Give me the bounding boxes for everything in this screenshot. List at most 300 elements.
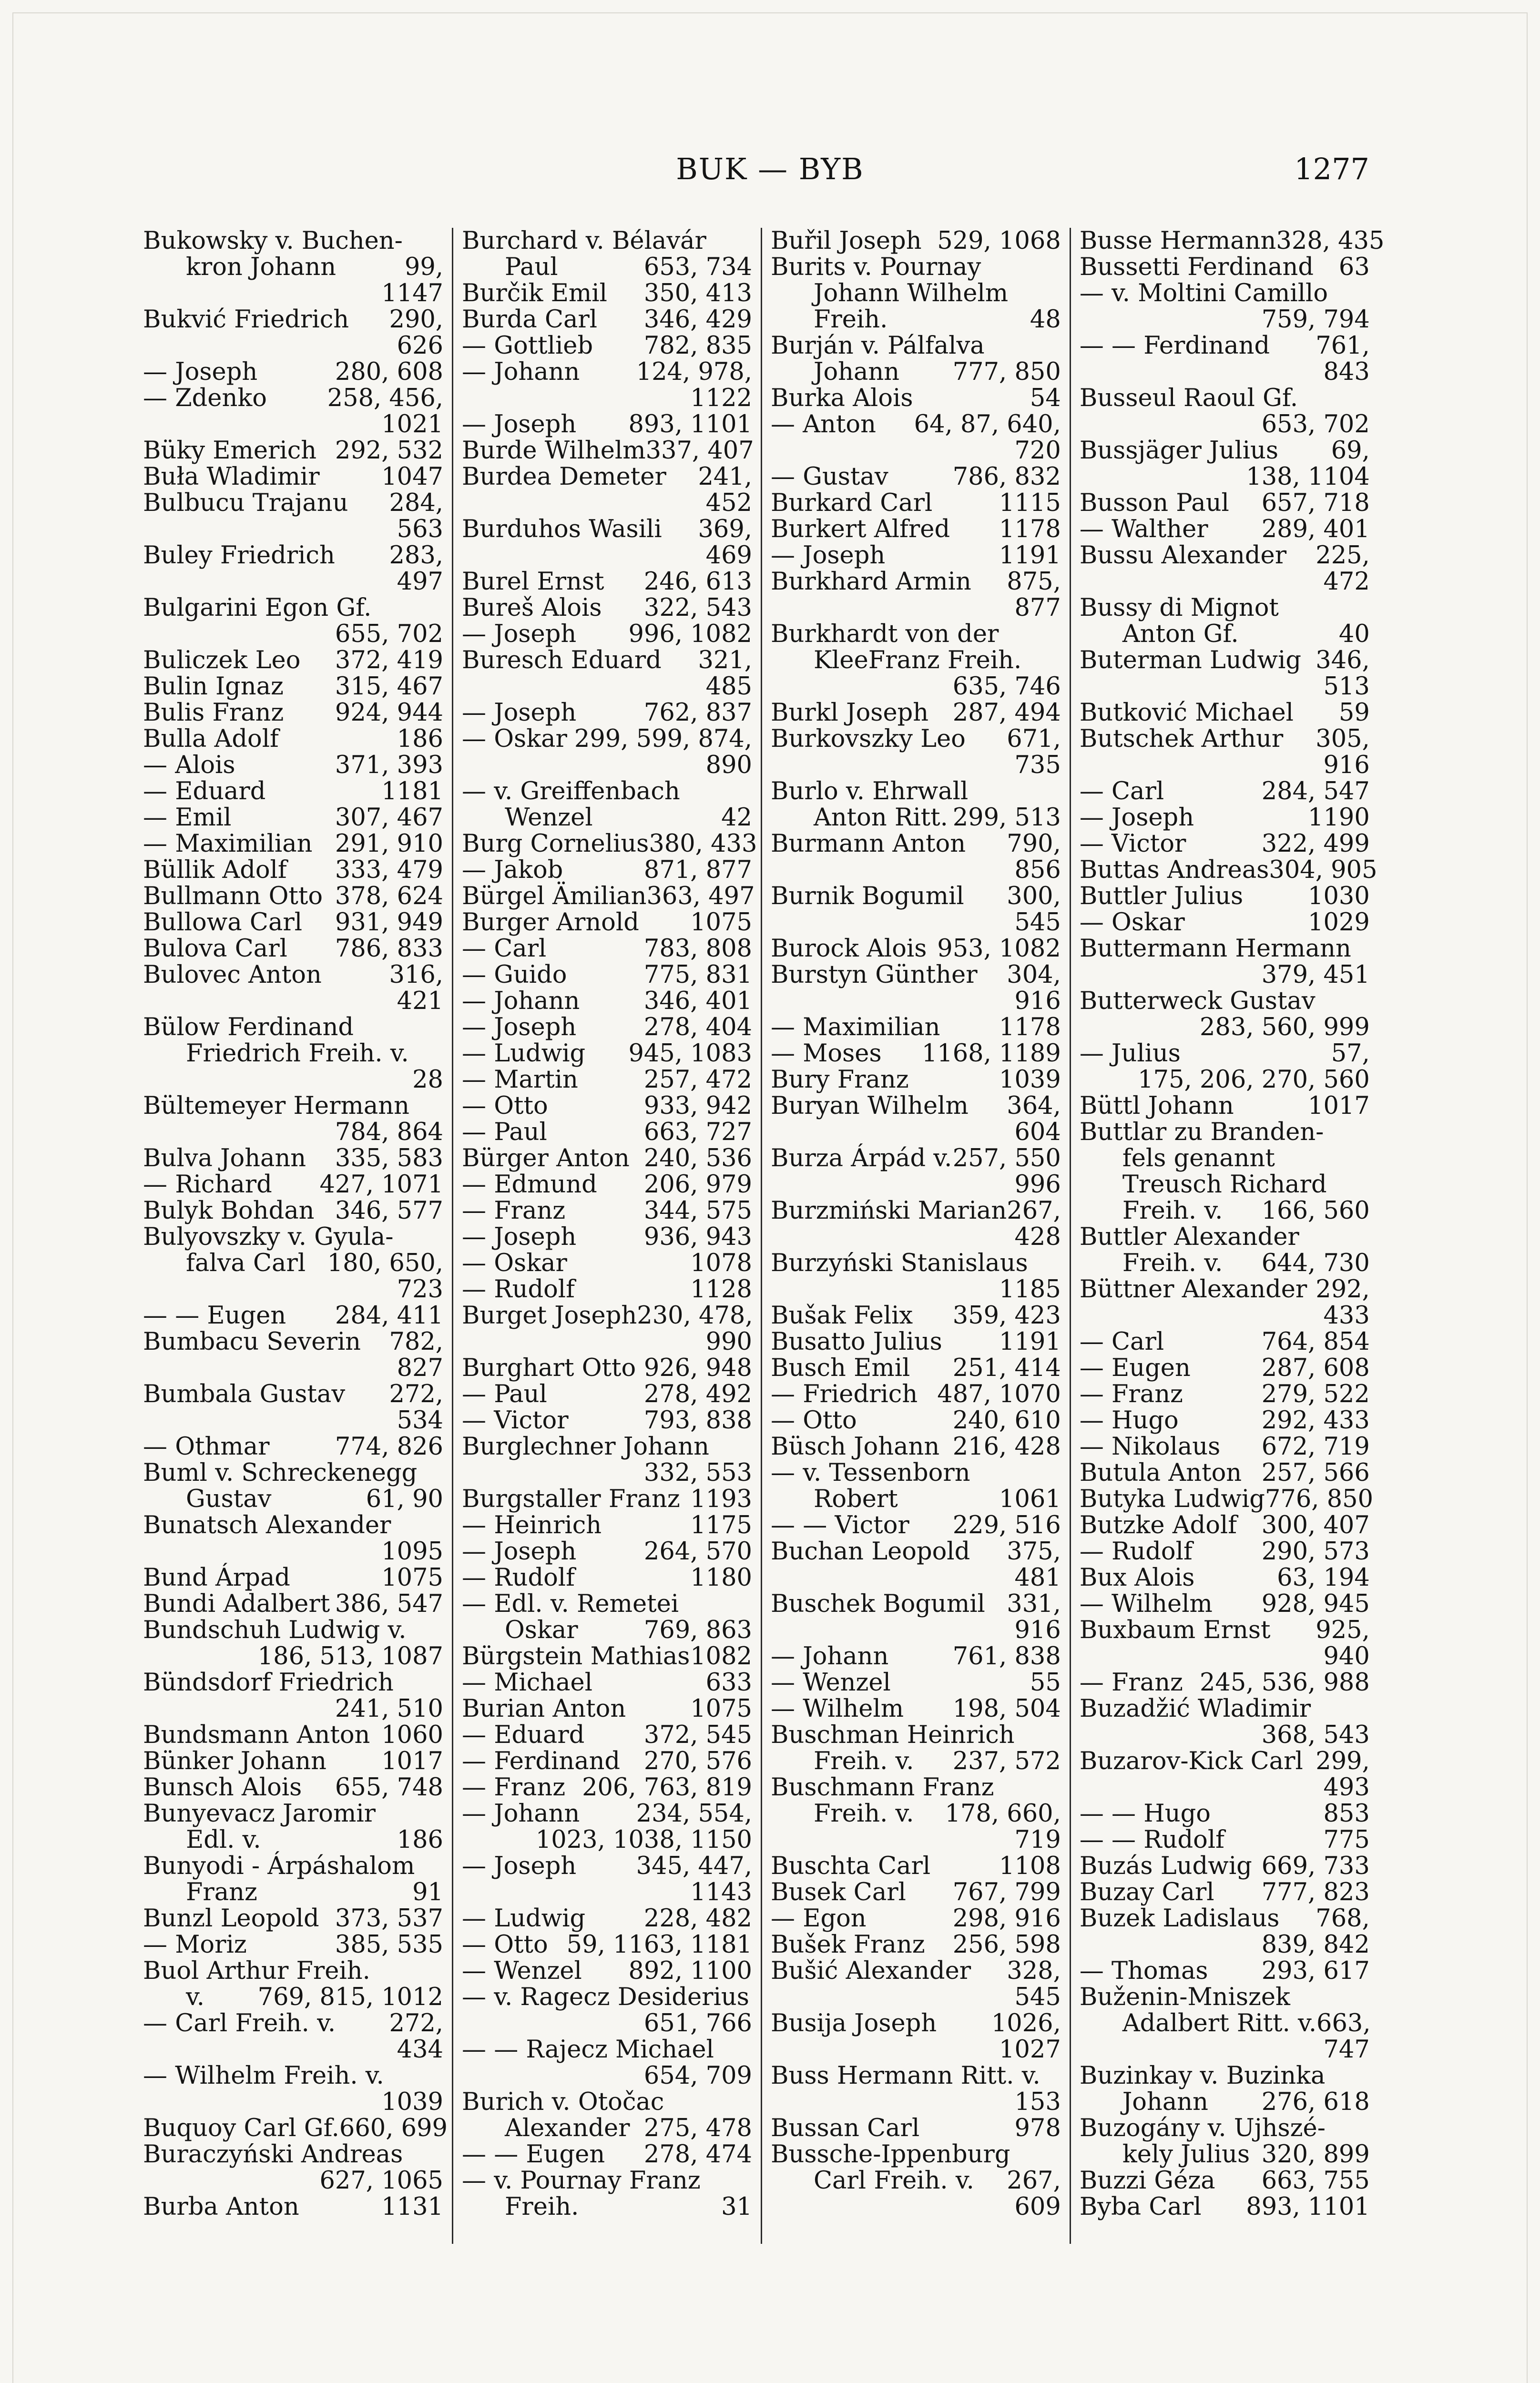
index-entry bbox=[1080, 1512, 1370, 1538]
index-entry bbox=[1079, 856, 1377, 884]
entry-page-refs: 240, 536 bbox=[643, 1144, 752, 1172]
index-entry bbox=[771, 1040, 1061, 1067]
entry-name: Gustav bbox=[186, 1485, 272, 1513]
entry-page-refs: 270, 576 bbox=[643, 1747, 752, 1775]
index-entry bbox=[771, 595, 1061, 621]
entry-name: — Richard bbox=[143, 1171, 272, 1199]
index-entry bbox=[143, 1617, 443, 1643]
entry-page-refs: 513 bbox=[1323, 672, 1370, 701]
index-entry bbox=[143, 2114, 448, 2142]
index-entry bbox=[771, 2063, 1061, 2089]
entry-page-refs: 660, 699 bbox=[339, 2114, 448, 2142]
entry-name: Bussy di Mignot bbox=[1079, 594, 1279, 622]
entry-name: — Joseph bbox=[462, 1223, 577, 1251]
entry-page-refs: 333, 479 bbox=[335, 856, 443, 884]
index-entry bbox=[462, 857, 752, 883]
entry-name: Buschman Heinrich bbox=[771, 1721, 1015, 1749]
entry-page-refs: 61, 90 bbox=[366, 1485, 443, 1513]
index-entry bbox=[771, 359, 1061, 385]
entry-page-refs: 627, 1065 bbox=[319, 2167, 443, 2195]
index-entry bbox=[1080, 831, 1370, 857]
entry-name: Burget Joseph bbox=[462, 1302, 637, 1330]
entry-page-refs: 69, bbox=[1331, 437, 1370, 465]
index-entry bbox=[462, 805, 752, 831]
index-entry bbox=[462, 1171, 752, 1198]
entry-page-refs: 775 bbox=[1323, 1826, 1370, 1854]
index-entry bbox=[143, 1748, 443, 1774]
entry-page-refs: 782, 835 bbox=[643, 332, 752, 360]
entry-name: — Joseph bbox=[462, 410, 577, 438]
index-entry bbox=[143, 1014, 443, 1040]
index-entry bbox=[143, 2168, 443, 2194]
index-entry bbox=[462, 2141, 752, 2168]
entry-name: Buol Arthur Freih. bbox=[143, 1957, 370, 1985]
index-entry bbox=[143, 464, 443, 490]
entry-page-refs: 626 bbox=[397, 332, 443, 360]
entry-name: Bulla Adolf bbox=[143, 725, 279, 753]
entry-page-refs: 782, bbox=[389, 1328, 443, 1356]
entry-name: — Oskar bbox=[1079, 908, 1185, 937]
entry-page-refs: 346, 577 bbox=[335, 1197, 443, 1225]
index-entry bbox=[771, 464, 1061, 490]
index-entry bbox=[771, 490, 1061, 516]
index-entry bbox=[143, 1119, 443, 1145]
entry-page-refs: 839, 842 bbox=[1261, 1931, 1370, 1959]
entry-name: Büllik Adolf bbox=[143, 856, 287, 884]
entry-name: Burlo v. Ehrwall bbox=[771, 777, 969, 805]
entry-page-refs: 996 bbox=[1014, 1171, 1061, 1199]
entry-page-refs: 256, 598 bbox=[952, 1931, 1061, 1959]
entry-page-refs: 1193 bbox=[690, 1485, 752, 1513]
index-entry bbox=[771, 2194, 1061, 2220]
entry-name: Buttler Alexander bbox=[1079, 1223, 1299, 1251]
entry-page-refs: 452 bbox=[705, 489, 752, 517]
entry-page-refs: 759, 794 bbox=[1261, 306, 1370, 334]
entry-page-refs: 379, 451 bbox=[1261, 961, 1370, 989]
index-entry bbox=[1080, 726, 1370, 752]
entry-page-refs: 279, 522 bbox=[1261, 1380, 1370, 1408]
entry-page-refs: 669, 733 bbox=[1261, 1852, 1370, 1880]
entry-name: Bullmann Otto bbox=[143, 882, 323, 910]
index-entry bbox=[462, 1932, 752, 1958]
index-entry bbox=[1080, 1381, 1370, 1407]
index-entry bbox=[462, 1040, 752, 1067]
entry-page-refs: 1191 bbox=[999, 1328, 1061, 1356]
entry-name: — Joseph bbox=[1079, 804, 1194, 832]
index-entry bbox=[771, 542, 1061, 569]
entry-page-refs: 40 bbox=[1338, 620, 1370, 648]
entry-page-refs: 924, 944 bbox=[335, 699, 443, 727]
entry-name: — Johann bbox=[462, 358, 580, 386]
entry-page-refs: 283, bbox=[389, 541, 443, 570]
entry-name: Bukowsky v. Buchen- bbox=[143, 227, 403, 255]
entry-page-refs: 428 bbox=[1014, 1223, 1061, 1251]
index-entry bbox=[771, 1355, 1061, 1381]
entry-name: — Rudolf bbox=[462, 1564, 575, 1592]
index-entry bbox=[771, 1329, 1061, 1355]
entry-page-refs: 871, 877 bbox=[643, 856, 752, 884]
entry-page-refs: 469 bbox=[705, 541, 752, 570]
entry-name: Buttas Andreas bbox=[1079, 856, 1269, 884]
entry-page-refs: 272, bbox=[389, 1380, 443, 1408]
index-entry bbox=[462, 1512, 752, 1538]
entry-name: Busija Joseph bbox=[771, 2009, 937, 2037]
index-entry bbox=[1080, 1670, 1370, 1696]
index-entry bbox=[462, 700, 752, 726]
index-entry bbox=[771, 1617, 1061, 1643]
index-entry bbox=[771, 333, 1061, 359]
index-entry bbox=[462, 1827, 752, 1853]
entry-name: Buzarov-Kick Carl bbox=[1079, 1747, 1303, 1775]
entry-name: KleeFranz Freih. bbox=[814, 646, 1022, 674]
entry-name: Burkert Alfred bbox=[771, 515, 950, 543]
entry-page-refs: 346, 401 bbox=[643, 987, 752, 1015]
index-entry bbox=[462, 1538, 752, 1565]
index-entry bbox=[771, 385, 1061, 411]
entry-page-refs: 761, bbox=[1316, 332, 1370, 360]
entry-name: — Eduard bbox=[143, 777, 266, 805]
index-entry bbox=[143, 306, 443, 333]
index-entry bbox=[143, 280, 443, 306]
entry-name: Buliczek Leo bbox=[143, 646, 301, 674]
index-entry bbox=[771, 2037, 1061, 2063]
entry-page-refs: 321, bbox=[698, 646, 752, 674]
index-entry bbox=[143, 2063, 443, 2089]
index-entry bbox=[462, 778, 752, 805]
entry-name: Freih. v. bbox=[814, 1800, 914, 1828]
entry-page-refs: 332, 553 bbox=[643, 1459, 752, 1487]
index-entry bbox=[143, 1984, 443, 2010]
entry-page-refs: 364, bbox=[1007, 1092, 1061, 1120]
entry-page-refs: 55 bbox=[1030, 1669, 1061, 1697]
index-entry bbox=[771, 1984, 1061, 2010]
index-entry bbox=[771, 700, 1061, 726]
entry-page-refs: 793, 838 bbox=[643, 1406, 752, 1435]
index-entry bbox=[771, 673, 1061, 700]
entry-page-refs: 843 bbox=[1323, 358, 1370, 386]
entry-name: Busson Paul bbox=[1079, 489, 1229, 517]
entry-page-refs: 257, 472 bbox=[643, 1066, 752, 1094]
entry-page-refs: 267, bbox=[1007, 1197, 1061, 1225]
entry-page-refs: 1175 bbox=[690, 1511, 752, 1539]
index-entry bbox=[771, 1827, 1061, 1853]
entry-page-refs: 747 bbox=[1323, 2036, 1370, 2064]
entry-page-refs: 487, 1070 bbox=[937, 1380, 1061, 1408]
entry-page-refs: 1147 bbox=[381, 279, 443, 307]
entry-name: Bullowa Carl bbox=[143, 908, 303, 937]
index-entry bbox=[143, 1303, 443, 1329]
entry-page-refs: 609 bbox=[1014, 2193, 1061, 2221]
entry-page-refs: 644, 730 bbox=[1261, 1249, 1370, 1277]
entry-name: falva Carl bbox=[186, 1249, 306, 1277]
index-entry bbox=[771, 1853, 1061, 1879]
entry-page-refs: 497 bbox=[397, 568, 443, 596]
entry-name: Johann bbox=[1122, 2088, 1208, 2116]
index-entry bbox=[462, 2089, 752, 2115]
entry-page-refs: 651, 766 bbox=[643, 2009, 752, 2037]
entry-page-refs: 945, 1083 bbox=[628, 1039, 752, 1068]
entry-page-refs: 237, 572 bbox=[952, 1747, 1061, 1775]
entry-name: Adalbert Ritt. v. bbox=[1122, 2009, 1317, 2037]
index-entry bbox=[462, 1460, 752, 1486]
index-entry bbox=[462, 1276, 752, 1303]
entry-name: Büky Emerich bbox=[143, 437, 317, 465]
entry-name: Buzay Carl bbox=[1079, 1878, 1214, 1906]
entry-page-refs: 299, 513 bbox=[952, 804, 1061, 832]
entry-name: Buzogány v. Ujhszé- bbox=[1079, 2114, 1326, 2142]
entry-page-refs: 344, 575 bbox=[643, 1197, 752, 1225]
index-entry bbox=[1080, 1801, 1370, 1827]
index-entry bbox=[462, 1014, 752, 1040]
index-entry bbox=[462, 1355, 752, 1381]
index-entry bbox=[462, 1643, 752, 1670]
index-entry bbox=[771, 1801, 1061, 1827]
index-entry bbox=[771, 1407, 1061, 1434]
entry-page-refs: 298, 916 bbox=[952, 1904, 1061, 1933]
entry-page-refs: 153 bbox=[1014, 2088, 1061, 2116]
index-entry bbox=[462, 1853, 752, 1879]
index-entry bbox=[462, 2037, 752, 2063]
index-entry bbox=[1080, 909, 1370, 936]
entry-page-refs: 315, 467 bbox=[335, 672, 443, 701]
index-entry bbox=[1080, 1774, 1370, 1801]
entry-name: — Rudolf bbox=[1079, 1538, 1193, 1566]
index-entry bbox=[1080, 1958, 1370, 1984]
index-entry bbox=[1080, 1250, 1370, 1276]
entry-page-refs: 1185 bbox=[999, 1275, 1061, 1304]
index-entry bbox=[462, 2063, 752, 2089]
entry-name: Büttl Johann bbox=[1079, 1092, 1234, 1120]
entry-page-refs: 275, 478 bbox=[643, 2114, 752, 2142]
entry-page-refs: 655, 702 bbox=[335, 620, 443, 648]
entry-name: — Carl bbox=[1079, 777, 1164, 805]
index-entry bbox=[1080, 306, 1370, 333]
index-entry bbox=[1080, 569, 1370, 595]
entry-page-refs: 287, 608 bbox=[1261, 1354, 1370, 1382]
entry-name: Bültemeyer Hermann bbox=[143, 1092, 409, 1120]
entry-page-refs: 735 bbox=[1014, 751, 1061, 779]
entry-page-refs: 304, bbox=[1007, 961, 1061, 989]
index-entry bbox=[1080, 2115, 1370, 2141]
index-entry bbox=[1080, 1119, 1370, 1145]
index-entry bbox=[143, 2194, 443, 2220]
entry-page-refs: 784, 864 bbox=[335, 1118, 443, 1146]
entry-name: Bunyevacz Jaromir bbox=[143, 1800, 376, 1828]
entry-name: Burgstaller Franz bbox=[462, 1485, 680, 1513]
entry-name: — v. Tessenborn bbox=[771, 1459, 970, 1487]
entry-page-refs: 198, 504 bbox=[952, 1695, 1061, 1723]
entry-page-refs: 916 bbox=[1323, 751, 1370, 779]
entry-page-refs: 1078 bbox=[690, 1249, 752, 1277]
entry-name: — Ludwig bbox=[462, 1904, 586, 1933]
entry-name: Bussan Carl bbox=[771, 2114, 920, 2142]
index-entry bbox=[1080, 1329, 1370, 1355]
index-entry bbox=[462, 2194, 752, 2220]
entry-page-refs: 990 bbox=[705, 1328, 752, 1356]
entry-page-refs: 493 bbox=[1323, 1773, 1370, 1802]
entry-name: v. bbox=[186, 1983, 204, 2011]
entry-page-refs: 186 bbox=[397, 725, 443, 753]
entry-name: Burzyński Stanislaus bbox=[771, 1249, 1028, 1277]
entry-name: — Wilhelm bbox=[1079, 1590, 1213, 1618]
entry-page-refs: 761, 838 bbox=[952, 1642, 1061, 1670]
index-entry bbox=[1080, 2089, 1370, 2115]
index-entry bbox=[1080, 1696, 1370, 1722]
entry-page-refs: 322, 499 bbox=[1261, 830, 1370, 858]
page-header bbox=[0, 152, 1540, 204]
index-entry bbox=[143, 1329, 443, 1355]
entry-page-refs: 180, 650, bbox=[327, 1249, 443, 1277]
entry-page-refs: 257, 566 bbox=[1261, 1459, 1370, 1487]
entry-page-refs: 300, bbox=[1007, 882, 1061, 910]
index-entry bbox=[143, 778, 443, 805]
entry-page-refs: 316, bbox=[389, 961, 443, 989]
entry-name: — Victor bbox=[1079, 830, 1186, 858]
entry-page-refs: 786, 833 bbox=[335, 935, 443, 963]
entry-page-refs: 385, 535 bbox=[335, 1931, 443, 1959]
entry-page-refs: 777, 850 bbox=[952, 358, 1061, 386]
entry-name: — Franz bbox=[462, 1197, 566, 1225]
index-entry bbox=[143, 1696, 443, 1722]
entry-name: — Hugo bbox=[1079, 1406, 1179, 1435]
entry-name: Burkhardt von der bbox=[771, 620, 999, 648]
entry-page-refs: 1075 bbox=[690, 1695, 752, 1723]
index-entry bbox=[462, 1486, 752, 1512]
entry-name: — Joseph bbox=[462, 699, 577, 727]
index-columns bbox=[143, 227, 1385, 2244]
index-entry bbox=[462, 1879, 752, 1905]
index-entry bbox=[462, 1434, 752, 1460]
index-entry bbox=[462, 1696, 752, 1722]
entry-page-refs: 166, 560 bbox=[1261, 1197, 1370, 1225]
index-entry bbox=[771, 1932, 1061, 1958]
entry-name: Freih. bbox=[505, 2193, 579, 2221]
index-entry bbox=[1080, 1932, 1370, 1958]
index-entry bbox=[1080, 385, 1370, 411]
index-entry bbox=[771, 1905, 1061, 1932]
index-entry bbox=[462, 1407, 752, 1434]
index-entry bbox=[143, 1250, 443, 1276]
entry-page-refs: 299, bbox=[1316, 1747, 1370, 1775]
entry-name: — Walther bbox=[1079, 515, 1208, 543]
entry-name: — Eugen bbox=[1079, 1354, 1191, 1382]
index-entry bbox=[462, 2010, 752, 2037]
entry-name: Bundsmann Anton bbox=[143, 1721, 370, 1749]
entry-page-refs: 284, bbox=[389, 489, 443, 517]
index-entry bbox=[143, 1355, 443, 1381]
entry-name: Bulis Franz bbox=[143, 699, 284, 727]
index-entry bbox=[143, 1224, 443, 1250]
index-entry bbox=[1080, 464, 1370, 490]
entry-page-refs: 42 bbox=[721, 804, 752, 832]
entry-name: — Heinrich bbox=[462, 1511, 602, 1539]
entry-name: — Egon bbox=[771, 1904, 867, 1933]
entry-page-refs: 175, 206, 270, 560 bbox=[1138, 1066, 1370, 1094]
entry-page-refs: 304, 905 bbox=[1269, 856, 1377, 884]
index-entry bbox=[1080, 1748, 1370, 1774]
index-entry bbox=[771, 936, 1061, 962]
entry-page-refs: 893, 1101 bbox=[1246, 2193, 1370, 2221]
index-entry bbox=[1080, 988, 1370, 1014]
entry-name: fels genannt bbox=[1122, 1144, 1275, 1172]
entry-page-refs: 289, 401 bbox=[1261, 515, 1370, 543]
entry-page-refs: 767, 799 bbox=[952, 1878, 1061, 1906]
entry-page-refs: 305, bbox=[1316, 725, 1370, 753]
index-entry bbox=[143, 962, 443, 988]
index-entry bbox=[143, 1434, 443, 1460]
entry-name: Burda Carl bbox=[462, 306, 598, 334]
index-entry bbox=[143, 883, 443, 909]
entry-page-refs: 1178 bbox=[999, 515, 1061, 543]
entry-name: Bukvić Friedrich bbox=[143, 306, 349, 334]
entry-page-refs: 293, 617 bbox=[1261, 1957, 1370, 1985]
entry-page-refs: 633 bbox=[705, 1669, 752, 1697]
entry-page-refs: 777, 823 bbox=[1261, 1878, 1370, 1906]
entry-page-refs: 1060 bbox=[381, 1721, 443, 1749]
index-entry bbox=[143, 1381, 443, 1407]
entry-name: Büsch Johann bbox=[771, 1433, 940, 1461]
entry-page-refs: 926, 948 bbox=[643, 1354, 752, 1382]
index-entry bbox=[771, 1014, 1061, 1040]
entry-name: — Carl Freih. v. bbox=[143, 2009, 336, 2037]
entry-name: — Carl bbox=[1079, 1328, 1164, 1356]
entry-page-refs: 1047 bbox=[381, 463, 443, 491]
entry-page-refs: 953, 1082 bbox=[937, 935, 1061, 963]
index-entry bbox=[143, 621, 443, 647]
entry-name: Buschta Carl bbox=[771, 1852, 931, 1880]
index-entry bbox=[771, 1748, 1061, 1774]
entry-page-refs: 916 bbox=[1014, 1616, 1061, 1644]
index-entry bbox=[462, 385, 752, 411]
entry-page-refs: 545 bbox=[1014, 908, 1061, 937]
entry-name: Burduhos Wasili bbox=[462, 515, 662, 543]
entry-name: — Johann bbox=[462, 987, 580, 1015]
index-entry bbox=[771, 1774, 1061, 1801]
entry-page-refs: 307, 467 bbox=[335, 804, 443, 832]
index-entry bbox=[771, 1460, 1061, 1486]
index-entry bbox=[1080, 280, 1370, 306]
entry-page-refs: 877 bbox=[1014, 594, 1061, 622]
entry-page-refs: 291, 910 bbox=[335, 830, 443, 858]
entry-name: Buzás Ludwig bbox=[1079, 1852, 1252, 1880]
entry-page-refs: 663, 727 bbox=[643, 1118, 752, 1146]
entry-page-refs: 856 bbox=[1014, 856, 1061, 884]
entry-page-refs: 762, 837 bbox=[643, 699, 752, 727]
entry-name: Buttler Julius bbox=[1079, 882, 1244, 910]
entry-page-refs: 371, 393 bbox=[335, 751, 443, 779]
entry-name: Carl Freih. v. bbox=[814, 2167, 974, 2195]
index-entry bbox=[462, 1958, 752, 1984]
entry-name: — — Hugo bbox=[1079, 1800, 1211, 1828]
index-entry bbox=[771, 726, 1061, 752]
entry-name: Buzek Ladislaus bbox=[1079, 1904, 1280, 1933]
entry-name: — Emil bbox=[143, 804, 232, 832]
entry-name: Burčik Emil bbox=[462, 279, 607, 307]
index-entry bbox=[143, 1670, 443, 1696]
entry-name: Busse Hermann bbox=[1079, 227, 1276, 255]
entry-page-refs: 264, 570 bbox=[643, 1538, 752, 1566]
index-entry bbox=[462, 595, 752, 621]
entry-page-refs: 1017 bbox=[381, 1747, 443, 1775]
entry-page-refs: 300, 407 bbox=[1261, 1511, 1370, 1539]
index-entry bbox=[143, 1145, 443, 1171]
entry-name: Bumbala Gustav bbox=[143, 1380, 346, 1408]
entry-name: Bušić Alexander bbox=[771, 1957, 971, 1985]
entry-page-refs: 378, 624 bbox=[335, 882, 443, 910]
entry-page-refs: 996, 1082 bbox=[628, 620, 752, 648]
index-entry bbox=[462, 542, 752, 569]
entry-name: Burde Wilhelm bbox=[462, 437, 646, 465]
